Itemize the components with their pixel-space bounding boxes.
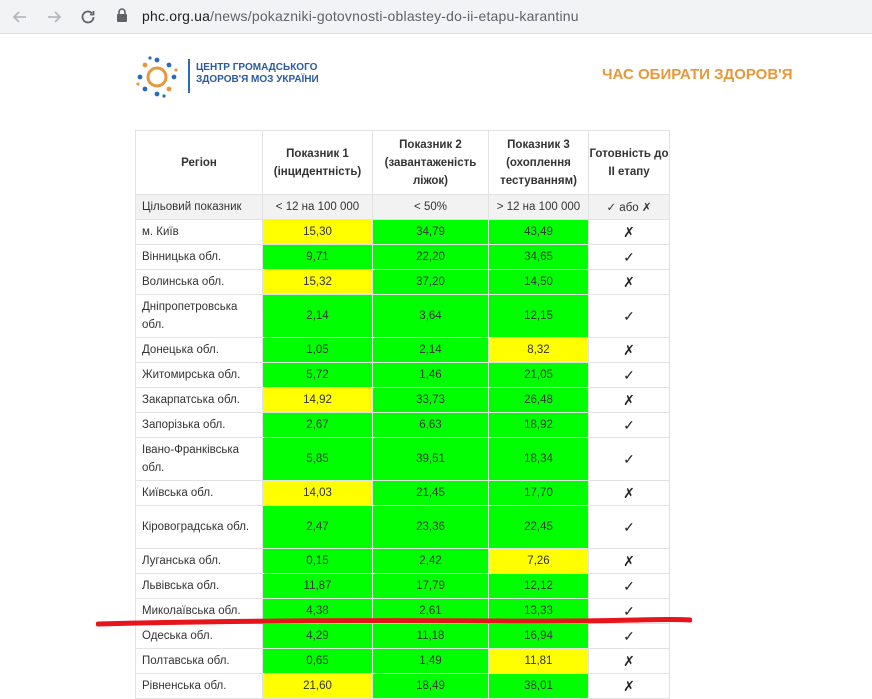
readiness-cell: ✗ (589, 270, 670, 295)
target-p3: > 12 на 100 000 (489, 195, 589, 220)
region-cell: Закарпатська обл. (136, 388, 263, 413)
table-row (136, 481, 670, 506)
header-indicator-1: Показник 1 (інцидентність) (263, 131, 373, 195)
indicator-3-cell: 12,15 (489, 295, 589, 338)
indicator-3-cell: 13,33 (489, 599, 589, 624)
indicator-3-cell: 34,65 (489, 245, 589, 270)
lock-icon[interactable] (116, 8, 130, 24)
phc-logo-icon[interactable] (135, 55, 179, 99)
readiness-cell: ✓ (589, 599, 670, 624)
red-annotation-line (96, 612, 692, 630)
indicator-1-cell: 0,65 (263, 649, 373, 674)
table-row (136, 674, 670, 699)
table-row (136, 438, 670, 481)
table-header-row (136, 131, 670, 195)
forward-icon[interactable] (42, 5, 66, 29)
readiness-cell: ✗ (589, 674, 670, 699)
region-cell: Полтавська обл. (136, 649, 263, 674)
indicator-1-cell: 2,47 (263, 506, 373, 549)
indicator-1-cell: 15,30 (263, 220, 373, 245)
indicator-1-cell: 14,03 (263, 481, 373, 506)
table-row (136, 649, 670, 674)
region-cell: Львівська обл. (136, 574, 263, 599)
readiness-cell: ✓ (589, 363, 670, 388)
slogan: ЧАС ОБИРАТИ ЗДОРОВ'Я (602, 66, 793, 83)
indicator-1-cell: 0,15 (263, 549, 373, 574)
readiness-cell: ✓ (589, 624, 670, 649)
indicator-2-cell: 1,49 (373, 649, 489, 674)
table-row (136, 506, 670, 549)
indicator-1-cell: 21,60 (263, 674, 373, 699)
readiness-cell: ✓ (589, 413, 670, 438)
indicator-2-cell: 11,18 (373, 624, 489, 649)
header-indicator-2: Показник 2 (завантаженість ліжок) (373, 131, 489, 195)
indicator-1-cell: 2,14 (263, 295, 373, 338)
indicator-3-cell: 22,45 (489, 506, 589, 549)
indicator-1-cell: 5,72 (263, 363, 373, 388)
region-cell: Київська обл. (136, 481, 263, 506)
indicator-2-cell: 34,79 (373, 220, 489, 245)
indicator-2-cell: 3,64 (373, 295, 489, 338)
region-cell: Вінницька обл. (136, 245, 263, 270)
indicator-3-cell: 12,12 (489, 574, 589, 599)
indicator-3-cell: 21,05 (489, 363, 589, 388)
indicator-2-cell: 39,51 (373, 438, 489, 481)
indicator-3-cell: 16,94 (489, 624, 589, 649)
table-row (136, 549, 670, 574)
indicator-3-cell: 8,32 (489, 338, 589, 363)
back-icon[interactable] (8, 5, 32, 29)
table-row (136, 338, 670, 363)
indicator-2-cell: 6,63 (373, 413, 489, 438)
region-cell: Житомирська обл. (136, 363, 263, 388)
table-row (136, 574, 670, 599)
indicator-2-cell: 2,61 (373, 599, 489, 624)
indicator-2-cell: 33,73 (373, 388, 489, 413)
indicator-3-cell: 43,49 (489, 220, 589, 245)
indicator-1-cell: 14,92 (263, 388, 373, 413)
readiness-cell: ✗ (589, 649, 670, 674)
indicator-1-cell: 4,38 (263, 599, 373, 624)
readiness-cell: ✓ (589, 574, 670, 599)
target-row (136, 195, 670, 220)
indicator-2-cell: 22,20 (373, 245, 489, 270)
region-cell: Івано-Франківська обл. (136, 438, 263, 481)
target-p1: < 12 на 100 000 (263, 195, 373, 220)
target-p2: < 50% (373, 195, 489, 220)
table-row (136, 388, 670, 413)
region-cell: Волинська обл. (136, 270, 263, 295)
readiness-cell: ✗ (589, 388, 670, 413)
indicator-2-cell: 21,45 (373, 481, 489, 506)
region-cell: Запорізька обл. (136, 413, 263, 438)
table-row (136, 413, 670, 438)
readiness-cell: ✓ (589, 438, 670, 481)
indicator-2-cell: 17,79 (373, 574, 489, 599)
indicator-2-cell: 2,42 (373, 549, 489, 574)
header-indicator-3: Показник 3 (охоплення тестуванням) (489, 131, 589, 195)
url-domain: phc.org.ua (142, 8, 211, 24)
browser-toolbar (0, 0, 872, 34)
logo-line2: ЗДОРОВ'Я МОЗ УКРАЇНИ (196, 74, 319, 85)
indicator-1-cell: 9,71 (263, 245, 373, 270)
region-cell: Дніпропетровська обл. (136, 295, 263, 338)
region-cell: Луганська обл. (136, 549, 263, 574)
indicator-2-cell: 23,36 (373, 506, 489, 549)
region-cell: Одеська обл. (136, 624, 263, 649)
reload-icon[interactable] (76, 5, 100, 29)
indicator-3-cell: 17,70 (489, 481, 589, 506)
indicator-3-cell: 18,34 (489, 438, 589, 481)
table-row (136, 295, 670, 338)
indicator-1-cell: 4,29 (263, 624, 373, 649)
logo-text[interactable] (196, 62, 319, 86)
indicator-1-cell: 2,67 (263, 413, 373, 438)
indicator-3-cell: 11,81 (489, 649, 589, 674)
indicator-1-cell: 1,05 (263, 338, 373, 363)
indicator-3-cell: 26,48 (489, 388, 589, 413)
readiness-cell: ✗ (589, 481, 670, 506)
header-readiness: Готовність до ІІ етапу (589, 131, 670, 195)
table-row (136, 245, 670, 270)
readiness-cell: ✓ (589, 506, 670, 549)
logo-divider (188, 59, 190, 93)
indicator-3-cell: 7,26 (489, 549, 589, 574)
header-region: Регіон (136, 131, 263, 195)
readiness-cell: ✓ (589, 245, 670, 270)
indicator-2-cell: 1,46 (373, 363, 489, 388)
indicator-2-cell: 37,20 (373, 270, 489, 295)
readiness-cell: ✗ (589, 338, 670, 363)
indicator-3-cell: 18,92 (489, 413, 589, 438)
region-cell: Кіровоградська обл. (136, 506, 263, 549)
table-row (136, 363, 670, 388)
indicator-2-cell: 2,14 (373, 338, 489, 363)
readiness-cell: ✗ (589, 220, 670, 245)
address-bar[interactable] (142, 8, 579, 24)
indicator-2-cell: 18,49 (373, 674, 489, 699)
region-cell: м. Київ (136, 220, 263, 245)
indicator-3-cell: 14,50 (489, 270, 589, 295)
logo-line1: ЦЕНТР ГРОМАДСЬКОГО (196, 62, 318, 73)
indicator-1-cell: 5,85 (263, 438, 373, 481)
url-path: /news/pokazniki-gotovnosti-oblastey-do-ii-etapu-karantinu (210, 8, 579, 24)
target-label: Цільовий показник (136, 195, 263, 220)
readiness-cell: ✗ (589, 549, 670, 574)
region-cell: Донецька обл. (136, 338, 263, 363)
readiness-cell: ✓ (589, 295, 670, 338)
indicator-1-cell: 15,32 (263, 270, 373, 295)
indicator-3-cell: 38,01 (489, 674, 589, 699)
region-cell: Миколаївська обл. (136, 599, 263, 624)
target-ready: ✓ або ✗ (589, 195, 670, 220)
table-row (136, 270, 670, 295)
table-row (136, 220, 670, 245)
indicator-1-cell: 11,87 (263, 574, 373, 599)
region-cell: Рівненська обл. (136, 674, 263, 699)
